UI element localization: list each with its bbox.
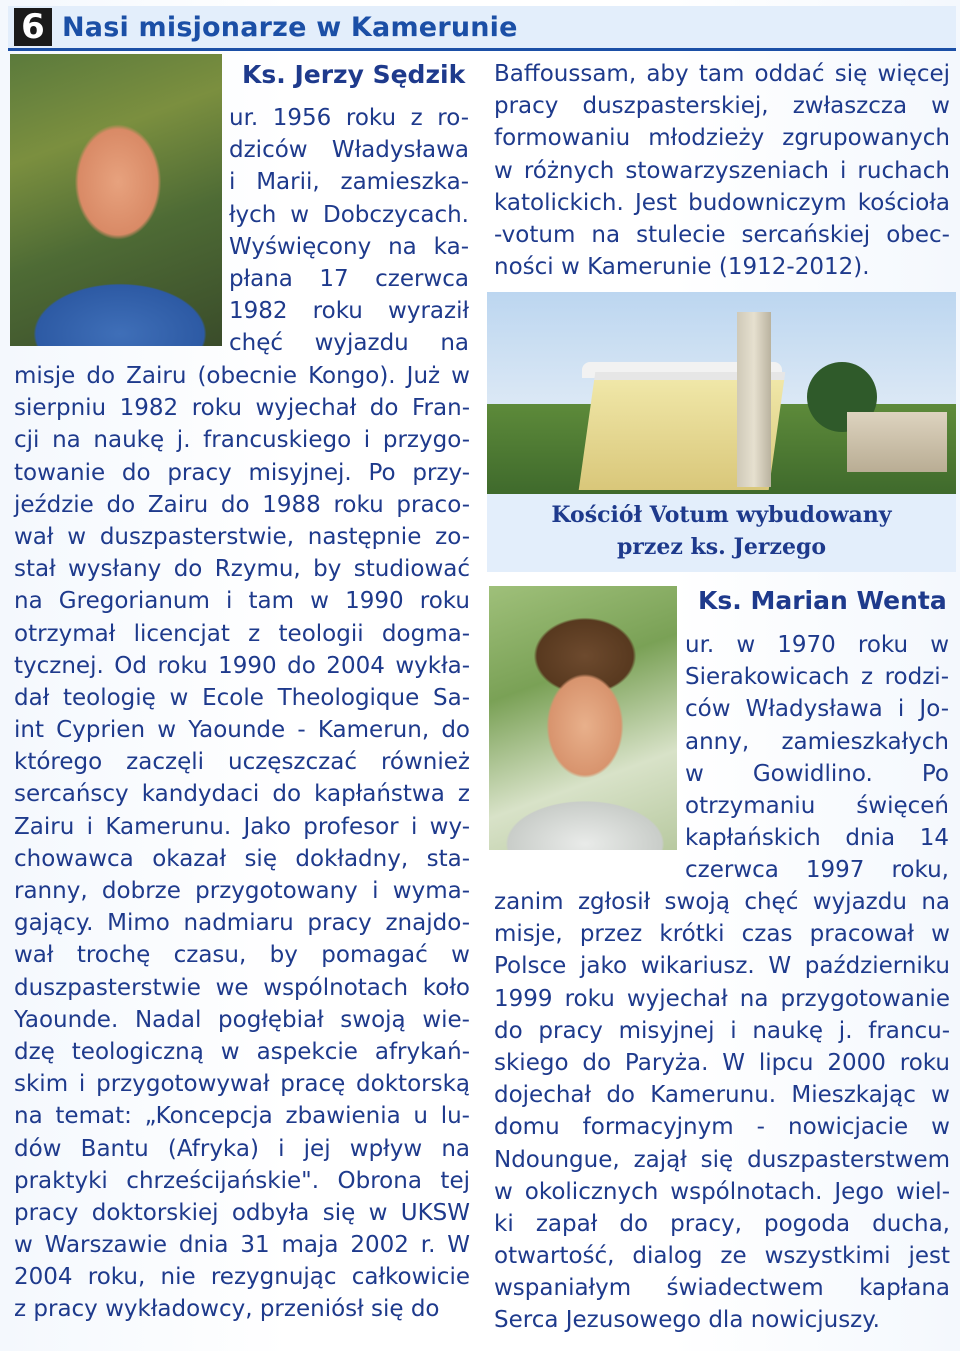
text-line: towanie do pracy misyjnej. Po przy- [14,459,470,486]
text-line: w okolicznych wspólnotach. Jego wiel- [494,1178,950,1205]
text-line: 2004 roku, nie rezygnując całkowicie [14,1264,470,1291]
text-line: w Gowidlino. Po [685,760,949,787]
jerzy-biography-continued [494,58,950,283]
text-line: ranny, dobrze przygotowany i wyma- [14,878,470,904]
marian-name: Ks. Marian Wenta [698,586,947,615]
jerzy-name: Ks. Jerzy Sędzik [242,60,466,89]
text-line: zanim zgłosił swoją chęć wyjazdu na [494,889,950,915]
text-line: ki zapał do pracy, pogoda ducha, [494,1210,950,1237]
text-line: Zairu i Kamerunu. Jako profesor i wy- [14,813,470,840]
jerzy-biography [14,360,470,1326]
text-line: Ndoungue, zajął się duszpasterstwem [494,1146,950,1173]
text-line: łych w Dobczycach. [229,201,469,228]
text-line: tycznej. Od roku 1990 do 2004 wykła- [14,652,470,679]
text-line: płana 17 czerwca [229,265,469,292]
text-line: ności w Kamerunie (1912-2012). [494,254,870,281]
text-line: Polsce jako wikariusz. W październiku [494,953,950,980]
text-line: ur. w 1970 roku w [685,632,949,658]
text-line: misje, przez krótki czas pracował w [494,921,950,948]
text-line: stał wysłany do Rzymu, by studiować [14,556,470,583]
church-caption-line: przez ks. Jerzego [616,534,827,560]
text-line: praktyki chrześcijańskie". Obrona tej [14,1167,470,1194]
text-line: Baffoussam, aby tam oddać się więcej [494,61,950,87]
text-line: i Marii, zamieszka- [229,169,469,196]
text-line: ur. 1956 roku z ro- [229,105,469,131]
text-line: formowaniu młodzieży zgrupowanych [494,125,950,152]
text-line: cji na naukę j. francuskiego i przygo- [14,427,470,454]
text-line: Serca Jezusowego dla nowicjuszy. [494,1307,880,1334]
text-line: jeździe do Zairu do 1988 roku praco- [14,491,470,518]
church-photo-tower [737,312,771,487]
text-line: dał teologię w Ecole Theologique Sa- [14,684,470,711]
text-line: 1999 roku wyjechał na przygotowanie [494,985,950,1012]
text-line: którego zaczęli uczęszczać również [14,749,470,776]
section-title: Nasi misjonarze w Kamerunie [62,12,518,43]
text-line: sierpniu 1982 roku wyjechał do Fran- [14,395,470,422]
text-line: skim i przygotowywał pracę doktorską [14,1071,470,1098]
church-photo-house [847,412,947,472]
text-line: Yaounde. Nadal pogłębiał swoją wie- [14,1006,470,1033]
text-line: otrzymaniu święceń [685,792,949,819]
text-line: Wyświęcony na ka- [229,233,469,260]
text-line: katolickich. Jest budowniczym kościoła [494,189,950,216]
text-line: skiego do Paryża. W lipcu 2000 roku [494,1049,950,1076]
marian-portrait-photo [489,586,677,850]
text-line: dów Bantu (Afryka) i jej wpływ na [14,1135,470,1162]
church-caption [487,494,956,572]
text-line: pracy doktorskiej odbyła się w UKSW [14,1199,470,1226]
text-line: otrzymał licencjat z teologii dogma- [14,620,470,647]
text-line: duszpasterstwie we wspólnotach koło [14,974,470,1001]
text-line: wał trochę czasu, by pomagać w [14,942,470,969]
page-number: 6 [14,8,52,46]
church-photo [487,292,956,494]
jerzy-portrait-photo [10,54,222,346]
text-line: int Cyprien w Yaounde - Kamerun, do [14,717,470,744]
text-line: chęć wyjazdu na [229,330,469,357]
text-line: na temat: „Koncepcja zbawienia u lu- [14,1103,470,1130]
text-line: na Gregorianum i tam w 1990 roku [14,588,470,615]
text-line: Sierakowicach z rodzi- [685,664,949,691]
text-line: w różnych stowarzyszeniach i ruchach [494,157,950,184]
marian-intro-wrapped [685,629,949,887]
jerzy-intro-wrapped [229,102,469,360]
text-line: pracy duszpasterskiej, zwłaszcza w [494,93,950,120]
text-line: gający. Mimo nadmiaru pracy znajdo- [14,910,470,937]
text-line: dziców Władysława [229,137,469,164]
text-line: otwartość, dialog ze wszystkimi jest [494,1243,950,1270]
marian-biography [494,886,950,1337]
text-line: wspaniałym świadectwem kapłana [494,1275,950,1302]
text-line: do pracy misyjnej i naukę j. francu- [494,1017,950,1044]
text-line: z pracy wykładowcy, przeniósł się do [14,1296,440,1323]
text-line: kapłańskich dnia 14 [685,825,949,852]
text-line: -votum na stulecie sercańskiej obec- [494,221,950,248]
text-line: czerwca 1997 roku, [685,857,949,884]
text-line: ców Władysława i Jo- [685,696,949,723]
text-line: chowawca okazał się dokładny, sta- [14,845,470,872]
text-line: dzę teologiczną w aspekcie afrykań- [14,1038,470,1065]
page-header [8,6,956,51]
text-line: wał w duszpasterstwie, następnie zo- [14,523,470,550]
text-line: dojechał do Kamerunu. Mieszkając w [494,1082,950,1109]
text-line: 1982 roku wyraził [229,298,469,325]
text-line: sercańscy kandydaci do kapłaństwa z [14,781,470,808]
text-line: w Warszawie dnia 31 maja 2002 r. W [14,1232,470,1259]
text-line: anny, zamieszkałych [685,728,949,755]
text-line: misje do Zairu (obecnie Kongo). Już w [14,363,470,389]
church-caption-line: Kościół Votum wybudowany [551,502,892,528]
text-line: domu formacyjnym - nowicjacie w [494,1114,950,1141]
